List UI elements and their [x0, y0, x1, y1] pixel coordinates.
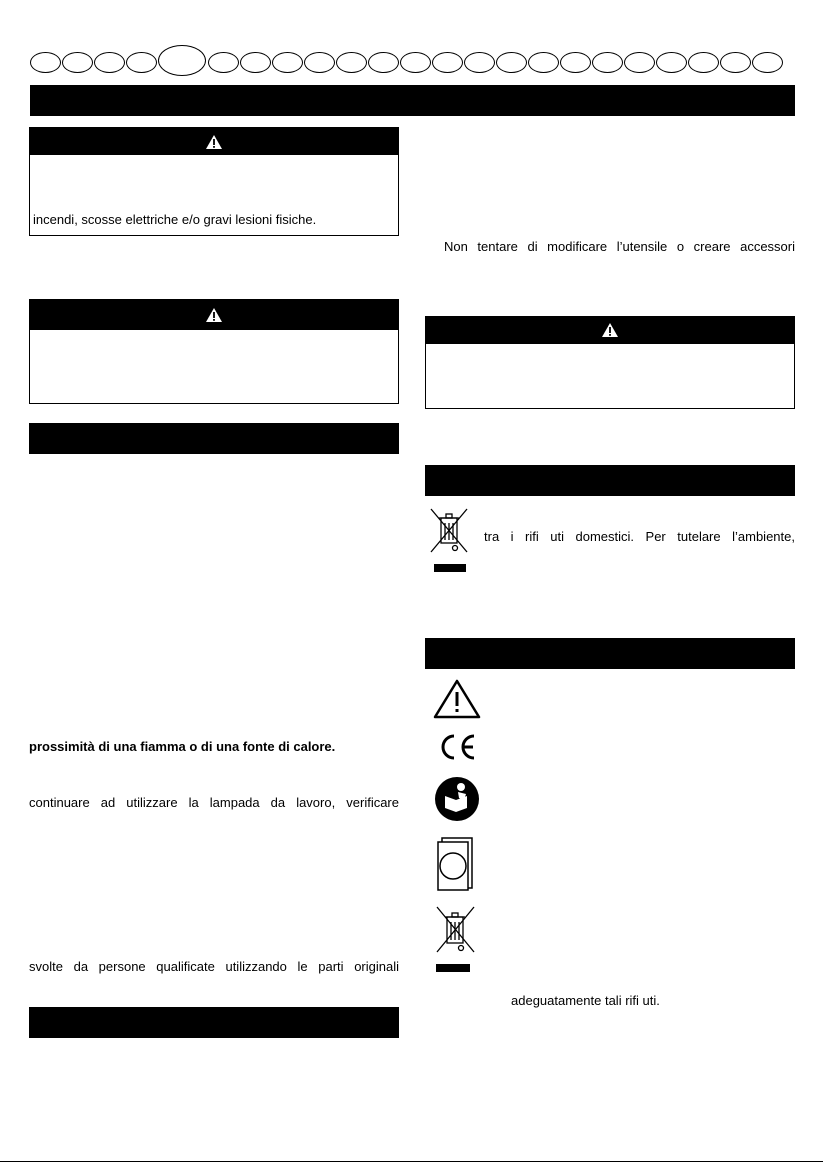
- language-tab[interactable]: [400, 52, 431, 73]
- language-tab[interactable]: [560, 52, 591, 73]
- ce-mark-icon: [435, 732, 479, 762]
- warning-text: incendi, scosse elettriche e/o gravi lesioni fisiche.: [33, 212, 317, 227]
- disposal-text-line: tra i rifi uti domestici. Per tutelare l’ambiente,: [484, 529, 795, 544]
- language-tab-active[interactable]: [158, 45, 206, 76]
- language-tab[interactable]: [304, 52, 335, 73]
- language-tab[interactable]: [62, 52, 93, 73]
- language-tab[interactable]: [656, 52, 687, 73]
- warning-box: [29, 127, 399, 236]
- language-tab[interactable]: [688, 52, 719, 73]
- lamp-symbol-icon: [434, 836, 474, 892]
- language-tab[interactable]: [126, 52, 157, 73]
- warning-triangle-icon: [205, 134, 223, 150]
- safety-text-line: prossimità di una fiamma o di una fonte di calore.: [29, 739, 336, 754]
- warning-triangle-icon: [601, 322, 619, 338]
- language-tab[interactable]: [752, 52, 783, 73]
- section-heading-bar: [425, 465, 795, 496]
- page-bottom-rule: [0, 1161, 823, 1162]
- warning-triangle-icon: [433, 679, 481, 719]
- language-tab[interactable]: [240, 52, 271, 73]
- page-title-bar: [30, 85, 795, 116]
- warning-header: [30, 300, 398, 330]
- language-tab[interactable]: [368, 52, 399, 73]
- language-tab[interactable]: [336, 52, 367, 73]
- warning-box: [425, 316, 795, 409]
- language-tab[interactable]: [94, 52, 125, 73]
- section-heading-bar: [29, 423, 399, 454]
- safety-text-line: continuare ad utilizzare la lampada da lavoro, verificare: [29, 795, 399, 810]
- crossed-bin-icon: [430, 903, 480, 973]
- read-manual-icon: [434, 776, 480, 822]
- language-tab[interactable]: [624, 52, 655, 73]
- language-tab[interactable]: [432, 52, 463, 73]
- language-tab[interactable]: [720, 52, 751, 73]
- safety-text-line: Non tentare di modificare l’utensile o creare accessori: [444, 239, 795, 254]
- warning-header: [30, 128, 398, 155]
- warning-triangle-icon: [205, 307, 223, 323]
- final-text-line: adeguatamente tali rifi uti.: [511, 993, 660, 1008]
- language-tab[interactable]: [464, 52, 495, 73]
- warning-header: [426, 317, 794, 344]
- section-heading-bar: [29, 1007, 399, 1038]
- safety-text-line: svolte da persone qualificate utilizzando le parti originali: [29, 959, 399, 974]
- language-tab[interactable]: [496, 52, 527, 73]
- language-tab[interactable]: [592, 52, 623, 73]
- language-tab[interactable]: [272, 52, 303, 73]
- language-tab[interactable]: [528, 52, 559, 73]
- language-tab[interactable]: [208, 52, 239, 73]
- section-heading-bar: [425, 638, 795, 669]
- warning-box: [29, 299, 399, 404]
- language-tab[interactable]: [30, 52, 61, 73]
- crossed-bin-icon: [426, 505, 472, 573]
